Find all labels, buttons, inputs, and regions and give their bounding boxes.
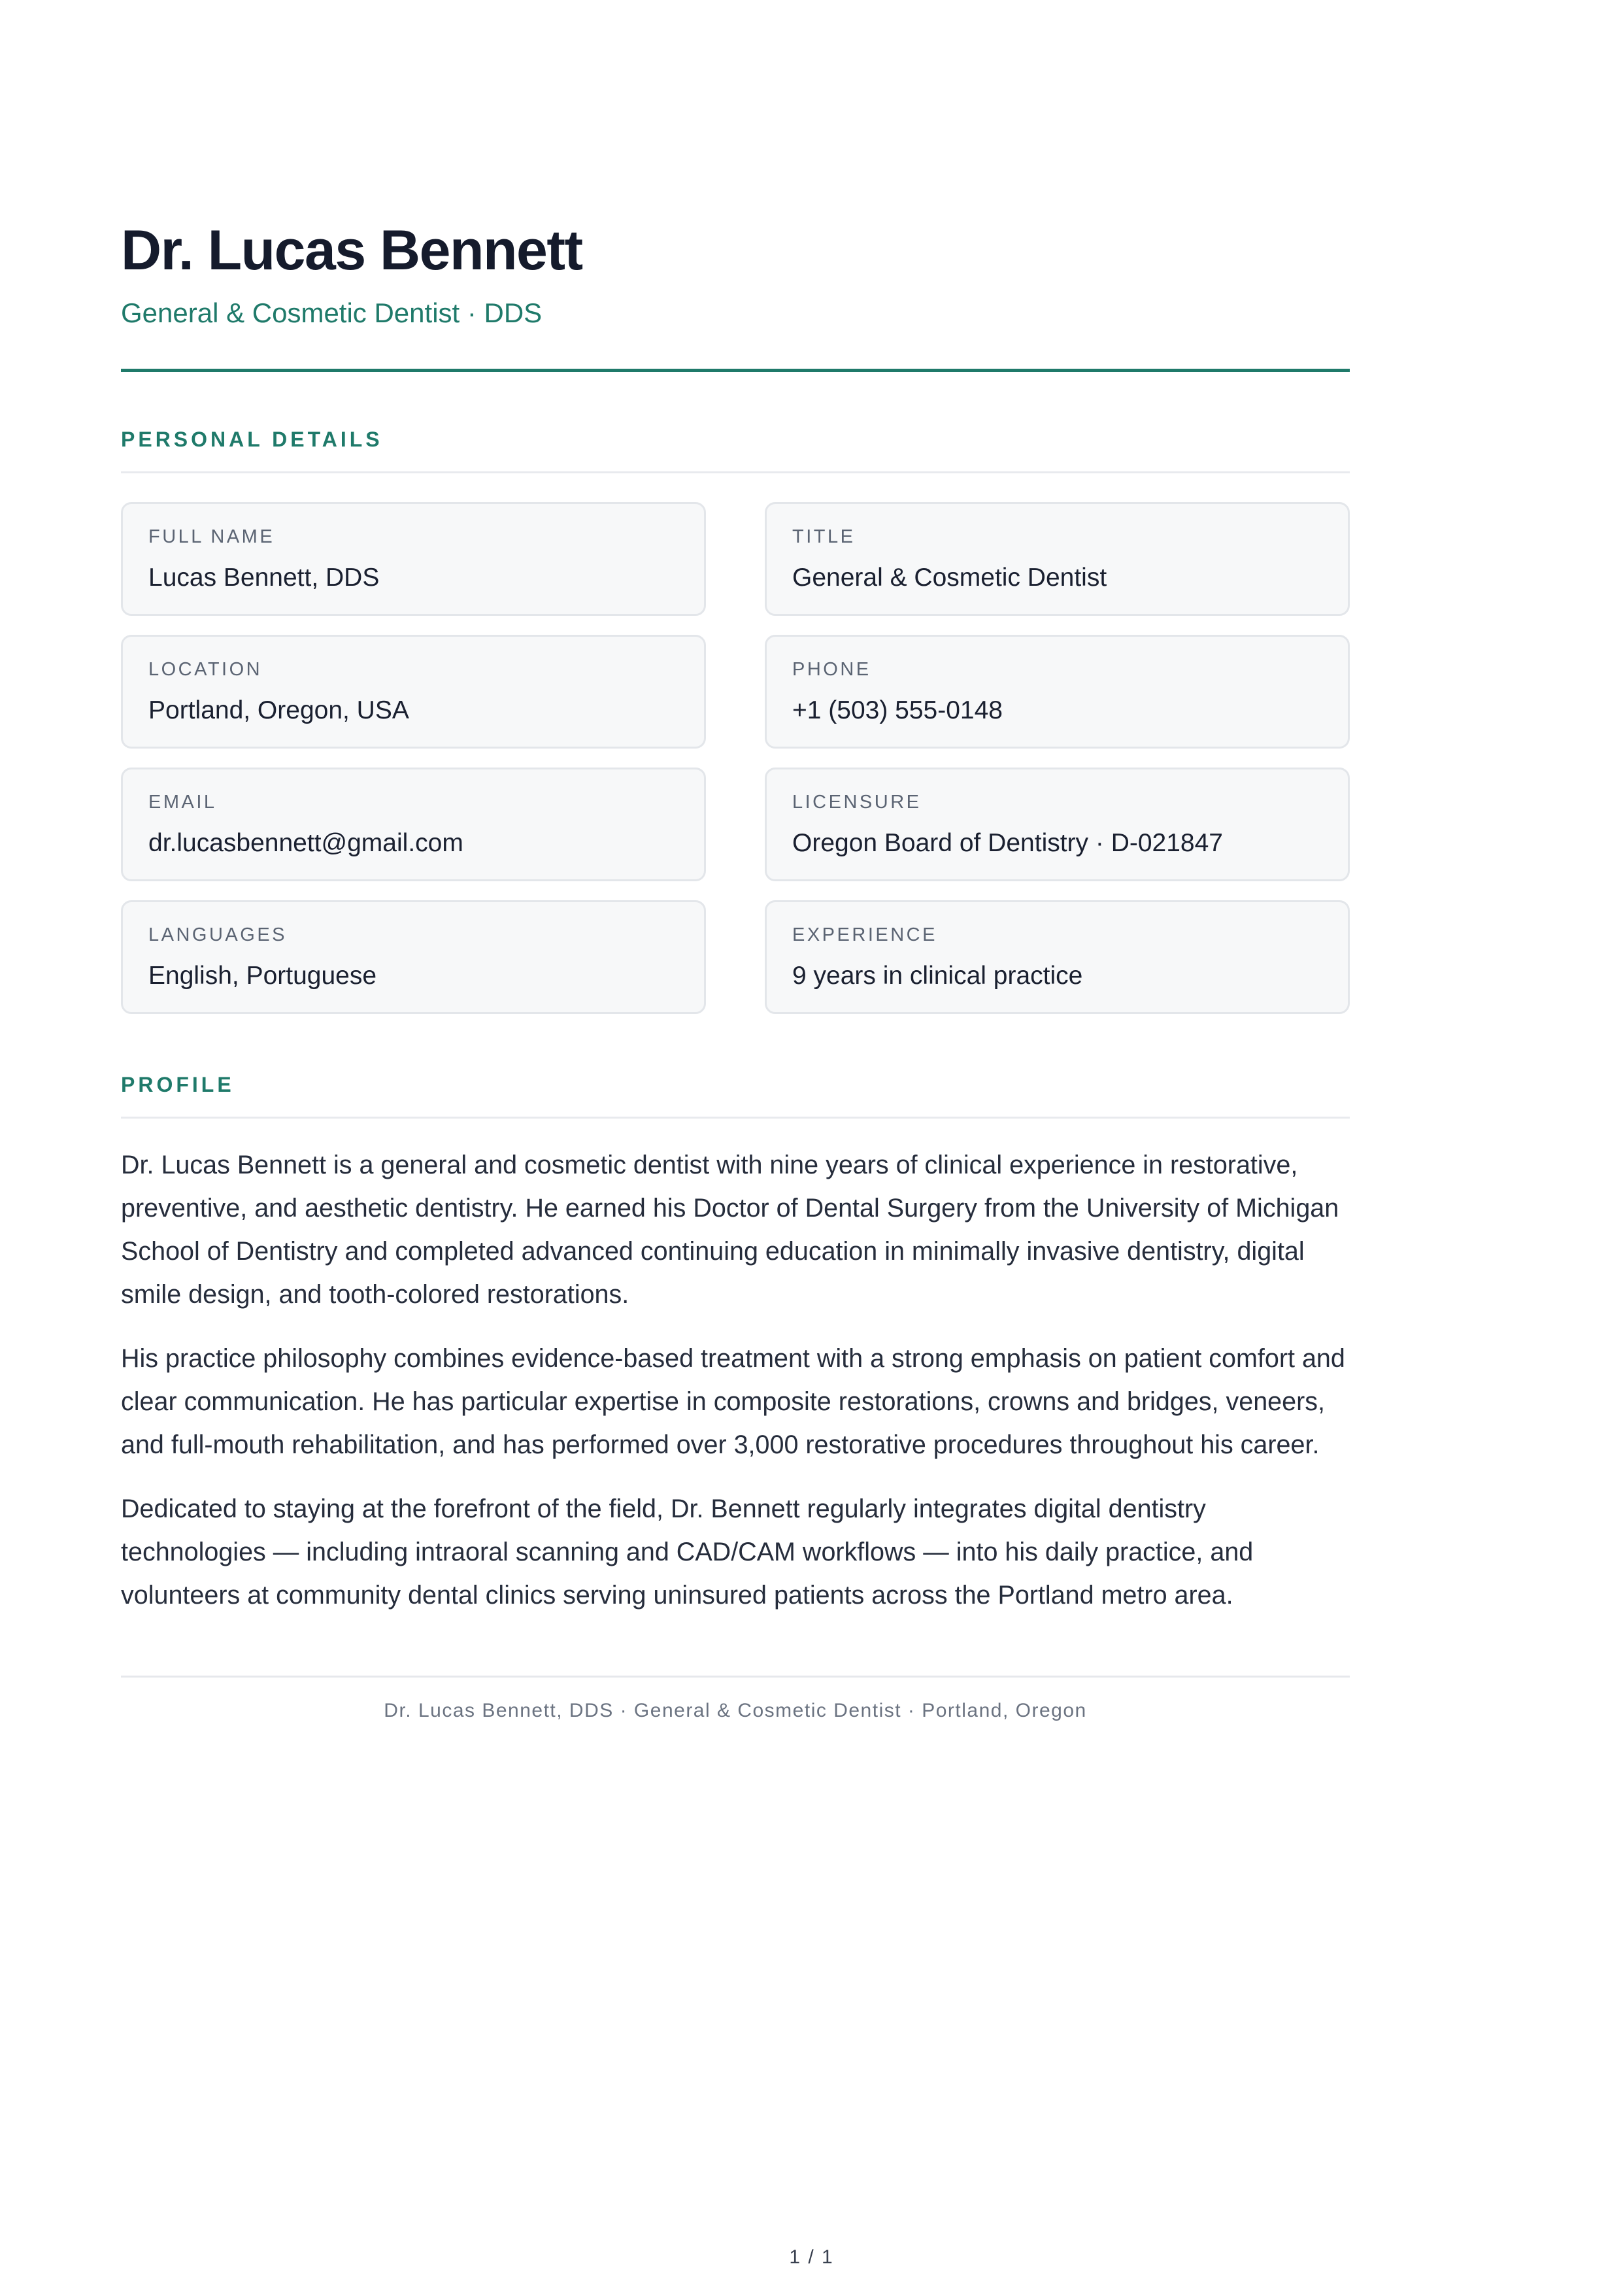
detail-card-licensure <box>765 768 1350 881</box>
details-grid <box>121 502 1350 1014</box>
detail-label: LICENSURE <box>792 792 922 813</box>
detail-label: FULL NAME <box>148 526 275 548</box>
detail-card-phone <box>765 635 1350 749</box>
detail-value: Oregon Board of Dentistry · D-021847 <box>792 829 1224 858</box>
section-divider <box>121 471 1350 473</box>
detail-label: EXPERIENCE <box>792 924 937 946</box>
detail-value: Lucas Bennett, DDS <box>148 564 380 592</box>
detail-card-languages <box>121 900 706 1014</box>
profile-paragraph: Dedicated to staying at the forefront of the field, Dr. Bennett regularly integrates digital dentistry technologies — including intraoral scanning and CAD/CAM workflows — into his daily practice, and volunteers at community dental clinics serving uninsured patients across the Portland metro area. <box>121 1494 1254 1610</box>
profile-section <box>121 1073 1350 1617</box>
detail-label: EMAIL <box>148 792 217 813</box>
section-divider <box>121 1117 1350 1119</box>
detail-label: LANGUAGES <box>148 924 287 946</box>
footer-divider <box>121 1676 1350 1678</box>
detail-label: LOCATION <box>148 659 263 681</box>
detail-card-experience <box>765 900 1350 1014</box>
doctor-subtitle: General & Cosmetic Dentist · DDS <box>121 297 543 328</box>
header-divider <box>121 369 1350 372</box>
footer-text: Dr. Lucas Bennett, DDS · General & Cosmetic Dentist · Portland, Oregon <box>384 1700 1087 1722</box>
detail-value: 9 years in clinical practice <box>792 962 1083 990</box>
profile-heading: PROFILE <box>121 1073 235 1097</box>
detail-card-email <box>121 768 706 881</box>
profile-paragraph: Dr. Lucas Bennett is a general and cosmetic dentist with nine years of clinical experience in restorative, preventive, and aesthetic dentistry. He earned his Doctor of Dental Surgery from the University of Michigan School of Dentistry and completed advanced continuing education in minimally invasive dentistry, digital smile design, and tooth-colored restorations. <box>121 1151 1339 1309</box>
detail-card-location <box>121 635 706 749</box>
personal-details-section <box>121 428 1350 1014</box>
detail-value: +1 (503) 555-0148 <box>792 696 1003 725</box>
detail-value: dr.lucasbennett@gmail.com <box>148 829 463 858</box>
document-page <box>121 219 1350 1722</box>
detail-value: General & Cosmetic Dentist <box>792 564 1107 592</box>
profile-body <box>121 1143 1350 1617</box>
doctor-name: Dr. Lucas Bennett <box>121 219 582 282</box>
detail-value: Portland, Oregon, USA <box>148 696 409 725</box>
personal-details-heading: PERSONAL DETAILS <box>121 428 383 452</box>
detail-card-full-name <box>121 502 706 616</box>
detail-label: TITLE <box>792 526 856 548</box>
page-number: 1 / 1 <box>789 2246 834 2268</box>
detail-label: PHONE <box>792 659 871 681</box>
detail-value: English, Portuguese <box>148 962 377 990</box>
profile-paragraph: His practice philosophy combines evidence-based treatment with a strong emphasis on patient comfort and clear communication. He has particular expertise in composite restorations, crowns and bridges, veneers, and full-mouth rehabilitation, and has performed over 3,000 restorative procedures throughout his career. <box>121 1344 1345 1460</box>
detail-card-title <box>765 502 1350 616</box>
